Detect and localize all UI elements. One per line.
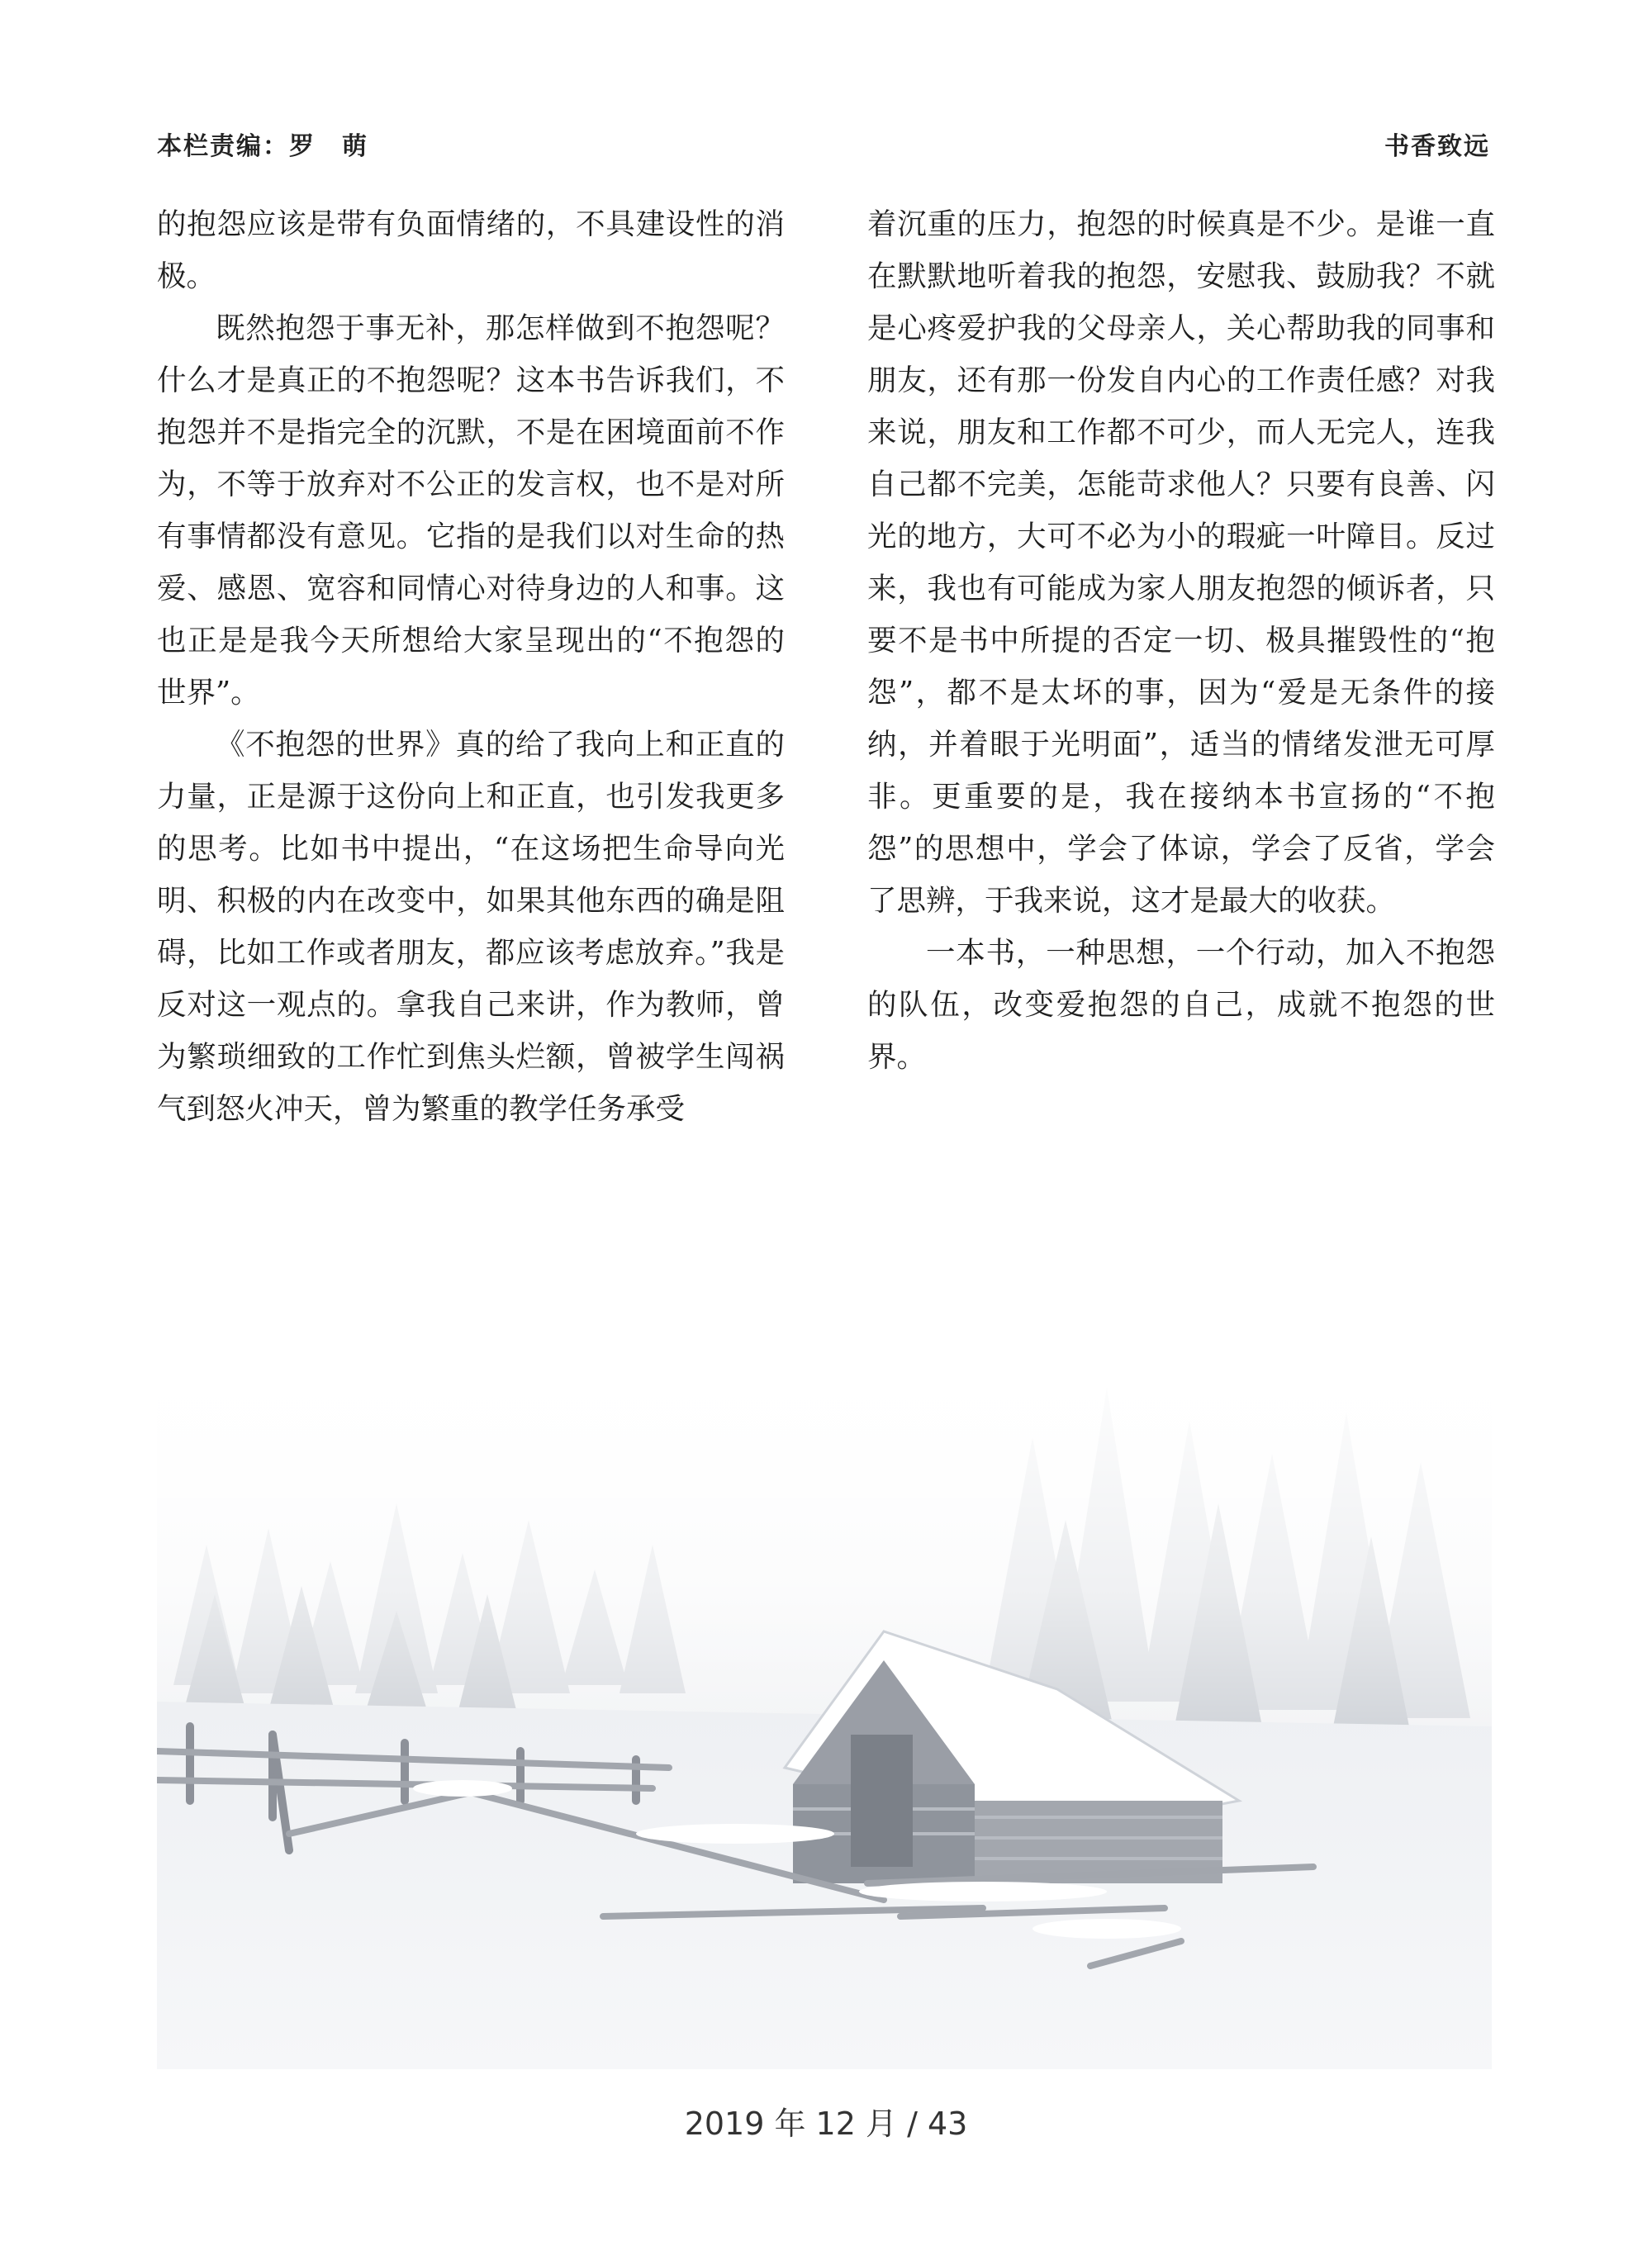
paragraph: 《不抱怨的世界》真的给了我向上和正直的力量，正是源于这份向上和正直，也引发我更多的思考。比如书中提出，“在这场把生命导向光明、积极的内在改变中，如果其他东西的确是阻碍，比如工作或者朋友，都应该考虑放弃。”我是反对这一观点的。拿我自己来讲，作为教师，曾为繁琐细致的工作忙到焦头烂额，曾被学生闯祸气到怒火冲天，曾为繁重的教学任务承受 [157, 728, 785, 1126]
page-footer: 2019 年 12 月 / 43 [684, 2106, 968, 2142]
left-column [157, 198, 785, 1135]
paragraph: 的抱怨应该是带有负面情绪的，不具建设性的消极。 [157, 207, 785, 293]
editor-credit: 本栏责编：罗 萌 [157, 132, 368, 161]
right-column [867, 198, 1495, 1083]
snowy-cabin-photo [157, 1338, 1492, 2069]
paragraph: 既然抱怨于事无补，那怎样做到不抱怨呢？什么才是真正的不抱怨呢？这本书告诉我们，不抱怨并不是指完全的沉默，不是在困境面前不作为，不等于放弃对不公正的发言权，也不是对所有事情都没有意见。它指的是我们以对生命的热爱、感恩、宽容和同情心对待身边的人和事。这也正是是我今天所想给大家呈现出的“不抱怨的世界”。 [157, 311, 785, 710]
paragraph: 一本书，一种思想，一个行动，加入不抱怨的队伍，改变爱抱怨的自己，成就不抱怨的世界。 [867, 936, 1495, 1074]
section-title: 书香致远 [1384, 132, 1490, 161]
paragraph: 着沉重的压力，抱怨的时候真是不少。是谁一直在默默地听着我的抱怨，安慰我、鼓励我？不就是心疼爱护我的父母亲人，关心帮助我的同事和朋友，还有那一份发自内心的工作责任感？对我来说，朋友和工作都不可少，而人无完人，连我自己都不完美，怎能苛求他人？只要有良善、闪光的地方，大可不必为小的瑕疵一叶障目。反过来，我也有可能成为家人朋友抱怨的倾诉者，只要不是书中所提的否定一切、极具摧毁性的“抱怨”，都不是太坏的事，因为“爱是无条件的接纳，并着眼于光明面”，适当的情绪发泄无可厚非。更重要的是，我在接纳本书宣扬的“不抱怨”的思想中，学会了体谅，学会了反省，学会了思辨，于我来说，这才是最大的收获。 [867, 207, 1495, 918]
